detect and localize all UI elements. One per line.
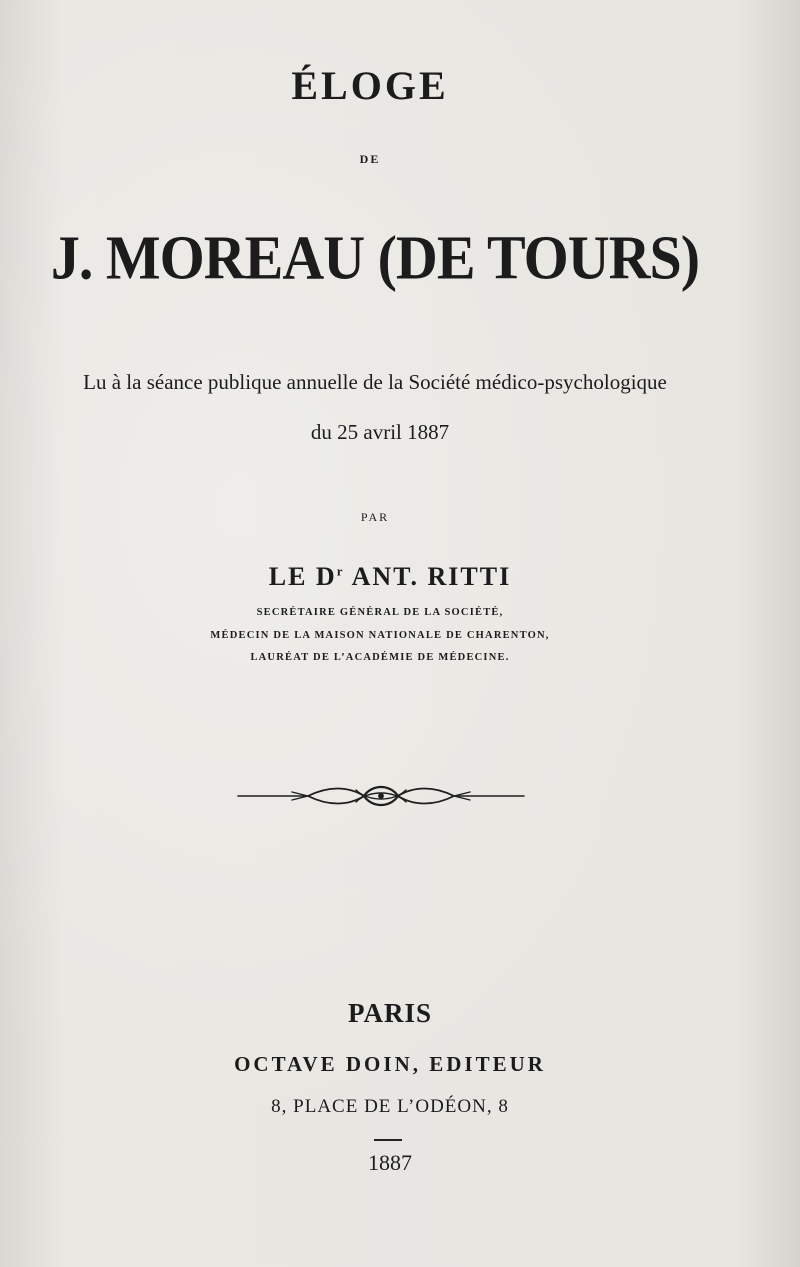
author-prefix-superscript: r [336,563,345,579]
credential-line: SECRÉTAIRE GÉNÉRAL DE LA SOCIÉTÉ, [256,607,504,618]
author-given-name: ANT. RITTI [344,562,512,591]
imprint-publisher: OCTAVE DOIN, EDITEUR [234,1052,546,1076]
title-connector: DE [359,152,381,166]
occasion-line: Lu à la séance publique annuelle de la Société médico-psychologique [83,370,667,394]
author-name [200,562,580,592]
fleuron-ornament-icon [236,780,526,812]
imprint-address: 8, PLACE DE L’ODÉON, 8 [271,1096,509,1117]
imprint-year: 1887 [368,1150,412,1175]
credential-line: MÉDECIN DE LA MAISON NATIONALE DE CHARENTON, [210,630,550,641]
date-line: du 25 avril 1887 [310,420,450,444]
book-title: ÉLOGE [291,63,449,108]
credential-line: LAURÉAT DE L’ACADÉMIE DE MÉDECINE. [250,652,510,663]
author-prefix: LE D [268,562,337,591]
book-subject: J. MOREAU (DE TOURS) [50,222,700,293]
imprint-city: PARIS [347,998,432,1028]
imprint-divider [374,1139,402,1141]
by-line: PAR [360,510,390,524]
